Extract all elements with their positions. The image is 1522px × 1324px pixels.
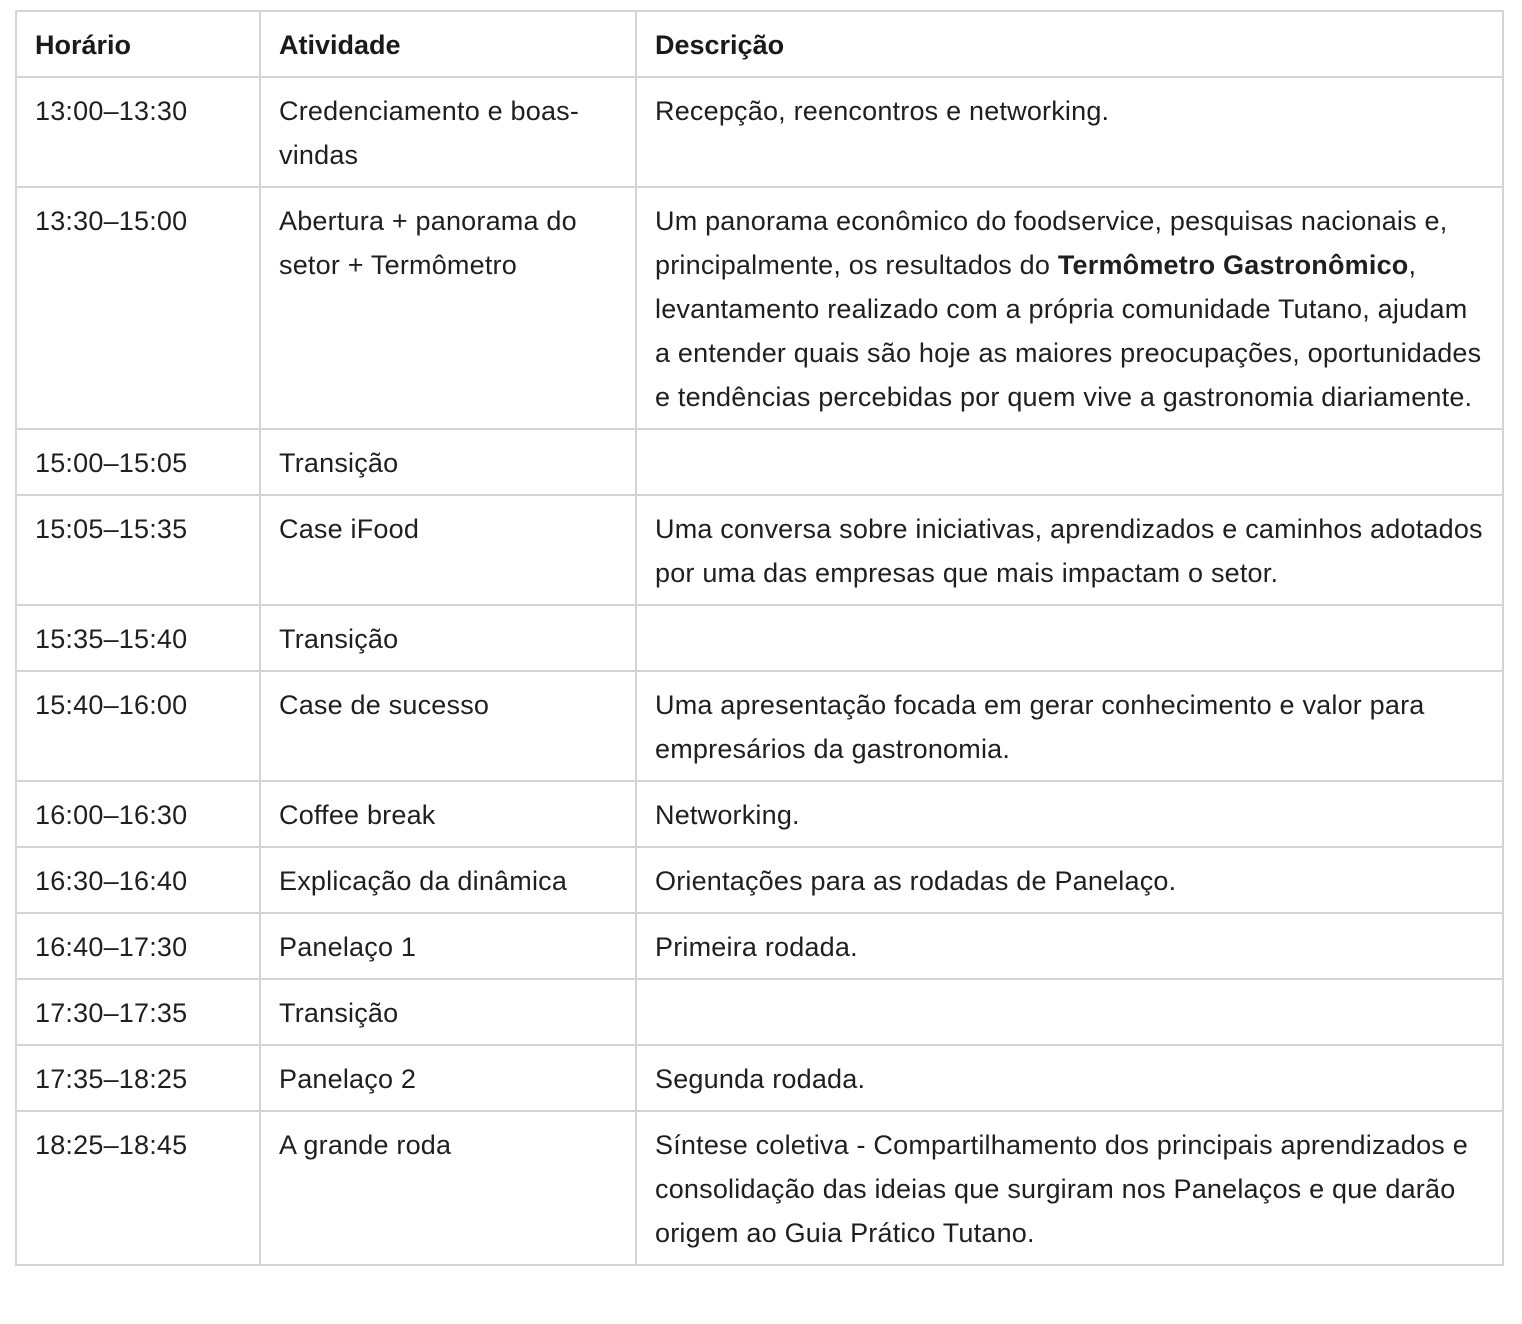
cell-time: 16:00–16:30	[16, 781, 260, 847]
cell-activity: Panelaço 1	[260, 913, 636, 979]
cell-description: Orientações para as rodadas de Panelaço.	[636, 847, 1503, 913]
cell-activity: Abertura + panorama do setor + Termômetro	[260, 187, 636, 429]
cell-description	[636, 605, 1503, 671]
table-row	[16, 913, 1503, 979]
cell-time: 15:40–16:00	[16, 671, 260, 781]
header-time: Horário	[16, 11, 260, 77]
table-row	[16, 781, 1503, 847]
cell-description	[636, 979, 1503, 1045]
cell-activity: Explicação da dinâmica	[260, 847, 636, 913]
cell-description: Segunda rodada.	[636, 1045, 1503, 1111]
table-row	[16, 187, 1503, 429]
cell-activity: Credenciamento e boas-vindas	[260, 77, 636, 187]
header-row	[16, 11, 1503, 77]
cell-time: 16:40–17:30	[16, 913, 260, 979]
cell-time: 15:35–15:40	[16, 605, 260, 671]
table-row	[16, 1045, 1503, 1111]
description-text: , levantamento realizado com a própria comunidade Tutano, ajudam a entender quais são hoje as maiores preocupações, oportunidades e tendências percebidas por quem vive a gastronomia diariamente.	[655, 250, 1482, 412]
cell-description: Recepção, reencontros e networking.	[636, 77, 1503, 187]
cell-description: Síntese coletiva - Compartilhamento dos principais aprendizados e consolidação das ideias que surgiram nos Panelaços e que darão origem ao Guia Prático Tutano.	[636, 1111, 1503, 1265]
table-row	[16, 495, 1503, 605]
cell-activity: Transição	[260, 429, 636, 495]
cell-activity: Case de sucesso	[260, 671, 636, 781]
cell-description: Uma conversa sobre iniciativas, aprendizados e caminhos adotados por uma das empresas que mais impactam o setor.	[636, 495, 1503, 605]
cell-activity: Coffee break	[260, 781, 636, 847]
header-activity: Atividade	[260, 11, 636, 77]
cell-activity: Panelaço 2	[260, 1045, 636, 1111]
table-row	[16, 429, 1503, 495]
cell-activity: Transição	[260, 979, 636, 1045]
table-body	[16, 77, 1503, 1265]
cell-description: Uma apresentação focada em gerar conhecimento e valor para empresários da gastronomia.	[636, 671, 1503, 781]
cell-time: 17:30–17:35	[16, 979, 260, 1045]
cell-time: 16:30–16:40	[16, 847, 260, 913]
cell-description: Primeira rodada.	[636, 913, 1503, 979]
table-row	[16, 979, 1503, 1045]
schedule-table	[15, 10, 1504, 1266]
cell-activity: A grande roda	[260, 1111, 636, 1265]
cell-time: 15:00–15:05	[16, 429, 260, 495]
table-row	[16, 77, 1503, 187]
cell-activity: Transição	[260, 605, 636, 671]
table-row	[16, 671, 1503, 781]
table-header	[16, 11, 1503, 77]
cell-time: 17:35–18:25	[16, 1045, 260, 1111]
cell-description	[636, 187, 1503, 429]
cell-description	[636, 429, 1503, 495]
table-row	[16, 605, 1503, 671]
cell-time: 13:30–15:00	[16, 187, 260, 429]
cell-description: Networking.	[636, 781, 1503, 847]
header-description: Descrição	[636, 11, 1503, 77]
table-row	[16, 847, 1503, 913]
cell-time: 13:00–13:30	[16, 77, 260, 187]
table-row	[16, 1111, 1503, 1265]
cell-activity: Case iFood	[260, 495, 636, 605]
description-bold-text: Termômetro Gastronômico	[1057, 250, 1409, 280]
cell-time: 15:05–15:35	[16, 495, 260, 605]
cell-time: 18:25–18:45	[16, 1111, 260, 1265]
description-text: Um panorama econômico do foodservice, pesquisas nacionais e, principalmente, os resultados do	[655, 206, 1448, 280]
